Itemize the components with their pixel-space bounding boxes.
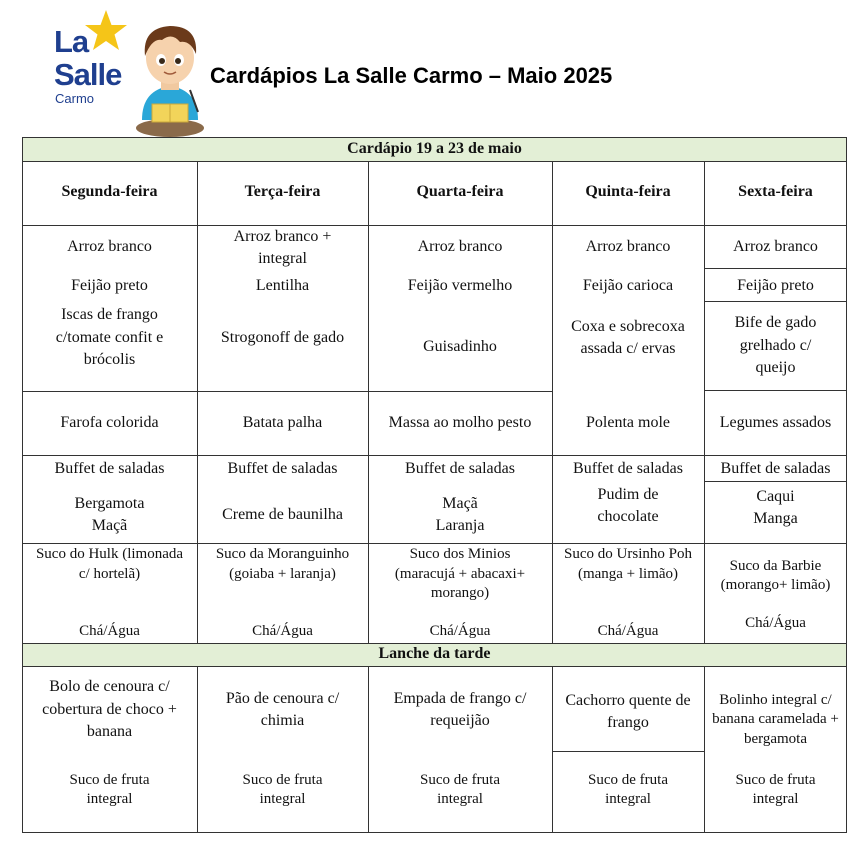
menu-item-text: Bife de gado grelhado c/ queijo: [734, 314, 817, 377]
menu-item-rice: [704, 227, 847, 267]
logo-text-carmo: Carmo: [55, 91, 95, 106]
table-border: [22, 832, 847, 833]
menu-item-text: Coxa e sobrecoxa assada c/ ervas: [571, 317, 685, 357]
snack-item: [368, 683, 552, 737]
column-divider: [704, 161, 705, 643]
row-divider: [22, 666, 847, 667]
dessert-text: Pudim de chocolate: [597, 485, 659, 525]
row-divider: [22, 225, 847, 226]
table-border: [22, 137, 847, 138]
column-divider: [552, 161, 553, 643]
menu-item-rice: [368, 227, 552, 267]
menu-item-drink: [552, 621, 704, 643]
snack-juice: [368, 763, 552, 817]
snack-juice: [704, 763, 847, 817]
menu-item-salad: [368, 455, 552, 483]
menu-item-text: Suco de fruta integral: [69, 771, 150, 807]
menu-item-text: Buffet de saladas: [720, 459, 831, 477]
menu-item-side: [552, 391, 704, 455]
menu-item-dessert: [368, 489, 552, 541]
menu-item-text: Polenta mole: [586, 413, 670, 431]
star-icon: [84, 10, 128, 52]
logo-text-salle: Salle: [54, 57, 122, 92]
menu-item-text: Bolo de cenoura c/ cobertura de choco + banana: [42, 678, 177, 741]
menu-item-text: Buffet de saladas: [227, 459, 338, 477]
day-header-label: Sexta-feira: [738, 183, 813, 201]
snack-title-band: [22, 643, 847, 666]
menu-item-text: Arroz branco: [585, 237, 671, 255]
menu-item-juice: [197, 545, 368, 591]
dessert-text: Caqui: [756, 487, 795, 505]
snack-title: Lanche da tarde: [378, 645, 491, 663]
menu-item-text: Arroz branco: [417, 237, 503, 255]
row-divider: [22, 391, 552, 392]
row-divider: [22, 643, 847, 644]
menu-item-dessert: [552, 479, 704, 533]
menu-item-salad: [22, 455, 197, 483]
dessert-text: Manga: [753, 510, 798, 527]
row-divider: [704, 301, 847, 302]
page-title: Cardápios La Salle Carmo – Maio 2025: [210, 63, 613, 88]
menu-item-juice: [22, 545, 197, 591]
day-header: [197, 161, 368, 224]
menu-item-beans: [197, 271, 368, 301]
snack-juice: [197, 763, 368, 817]
week-title: Cardápio 19 a 23 de maio: [347, 139, 522, 157]
menu-item-text: Pão de cenoura c/ chimia: [225, 689, 340, 729]
menu-item-text: Legumes assados: [719, 413, 832, 431]
dessert-text: Creme de baunilha: [222, 505, 343, 523]
menu-item-dessert: [704, 481, 847, 535]
menu-item-drink: [22, 621, 197, 643]
day-header: [368, 161, 552, 224]
day-header-label: Segunda-feira: [61, 183, 158, 201]
menu-item-side: [368, 391, 552, 455]
menu-table: [22, 137, 847, 833]
menu-item-main: [552, 301, 704, 375]
menu-item-side: [197, 391, 368, 455]
menu-item-text: Cachorro quente de frango: [565, 691, 691, 731]
menu-item-text: Chá/Água: [597, 623, 659, 640]
menu-item-text: Strogonoff de gado: [220, 328, 345, 346]
menu-item-text: Suco da Barbie (morango+ limão): [720, 557, 831, 593]
dessert-text: Maçã: [91, 517, 128, 534]
menu-item-text: Arroz branco: [733, 237, 818, 255]
snack-juice: [22, 763, 197, 817]
dessert-text: Maçã: [442, 494, 478, 512]
menu-item-side: [704, 391, 847, 455]
menu-item-text: Buffet de saladas: [54, 459, 165, 477]
menu-item-dessert: [22, 489, 197, 541]
menu-item-text: Suco de fruta integral: [242, 771, 323, 807]
menu-item-rice: [552, 227, 704, 267]
menu-item-text: Buffet de saladas: [573, 459, 683, 477]
menu-item-text: Suco do Ursinho Poh (manga + limão): [564, 546, 692, 582]
menu-item-text: Bolinho integral c/ banana caramelada + bergamota: [712, 691, 839, 747]
snack-item: [197, 683, 368, 737]
menu-item-rice: [197, 225, 368, 271]
menu-item-text: Feijão preto: [71, 276, 148, 294]
day-header: [704, 161, 847, 224]
menu-item-juice: [704, 553, 847, 599]
menu-item-beans: [704, 271, 847, 301]
menu-item-drink: [197, 621, 368, 643]
logo-text-la: La: [54, 24, 89, 59]
menu-item-text: Guisadinho: [423, 337, 497, 355]
menu-item-main: [197, 301, 368, 375]
menu-item-dessert: [197, 489, 368, 541]
menu-item-beans: [552, 271, 704, 301]
menu-item-text: Massa ao molho pesto: [388, 413, 532, 431]
menu-item-text: Batata palha: [242, 413, 323, 431]
menu-item-text: Lentilha: [255, 276, 310, 294]
table-border: [22, 137, 23, 833]
column-divider: [368, 161, 369, 643]
menu-item-rice: [22, 227, 197, 267]
menu-item-main: [704, 303, 847, 389]
table-border: [846, 137, 847, 833]
menu-item-text: Suco dos Minios (maracujá + abacaxi+ morango): [394, 546, 526, 601]
menu-item-text: Feijão vermelho: [407, 276, 513, 294]
menu-item-side: [22, 391, 197, 455]
row-divider: [704, 481, 847, 482]
menu-item-text: Suco de fruta integral: [735, 771, 816, 807]
menu-item-juice: [368, 545, 552, 605]
day-header-label: Terça-feira: [244, 183, 321, 201]
menu-item-text: Chá/Água: [745, 615, 806, 632]
menu-item-salad: [197, 455, 368, 483]
snack-item: [552, 685, 704, 739]
menu-item-main: [22, 301, 197, 375]
day-header: [22, 161, 197, 224]
menu-item-text: Chá/Água: [79, 623, 140, 640]
dessert-text: Bergamota: [74, 494, 145, 512]
menu-item-text: Suco da Moranguinho (goiaba + laranja): [215, 546, 350, 582]
menu-item-drink: [704, 613, 847, 635]
snack-item: [704, 685, 847, 755]
menu-item-text: Suco do Hulk (limonada c/ hortelã): [35, 546, 184, 582]
row-divider: [22, 543, 847, 544]
menu-item-text: Buffet de saladas: [405, 459, 515, 477]
menu-item-text: Chá/Água: [429, 623, 491, 640]
menu-item-drink: [368, 621, 552, 643]
column-divider: [368, 666, 369, 833]
menu-item-text: Iscas de frango c/tomate confit e brócolis: [55, 306, 164, 369]
menu-item-text: Arroz branco: [67, 237, 152, 255]
column-divider: [197, 161, 198, 643]
menu-item-juice: [552, 545, 704, 605]
reading-kid-illustration: [132, 20, 208, 138]
menu-item-text: Empada de frango c/ requeijão: [393, 689, 527, 729]
la-salle-logo: [52, 10, 132, 105]
row-divider: [704, 390, 847, 391]
menu-item-beans: [368, 271, 552, 301]
menu-item-main: [368, 301, 552, 393]
row-divider: [22, 455, 847, 456]
column-divider: [704, 666, 705, 833]
menu-item-salad: [704, 455, 847, 483]
row-divider: [22, 161, 847, 162]
menu-item-text: Arroz branco + integral: [233, 227, 332, 267]
menu-item-text: Suco de fruta integral: [420, 771, 500, 807]
menu-item-text: Farofa colorida: [60, 413, 159, 431]
menu-item-text: Feijão carioca: [582, 276, 674, 294]
menu-item-text: Feijão preto: [737, 276, 814, 294]
snack-item: [22, 673, 197, 747]
row-divider: [552, 751, 704, 752]
row-divider: [704, 268, 847, 269]
day-header-label: Quarta-feira: [416, 183, 504, 201]
menu-item-text: Suco de fruta integral: [588, 771, 668, 807]
week-title-band: [22, 137, 847, 161]
snack-juice: [552, 763, 704, 817]
day-header-label: Quinta-feira: [585, 183, 671, 201]
menu-item-text: Chá/Água: [252, 623, 313, 640]
day-header: [552, 161, 704, 224]
column-divider: [197, 666, 198, 833]
column-divider: [552, 666, 553, 833]
menu-item-beans: [22, 271, 197, 301]
dessert-text: Laranja: [435, 517, 485, 534]
